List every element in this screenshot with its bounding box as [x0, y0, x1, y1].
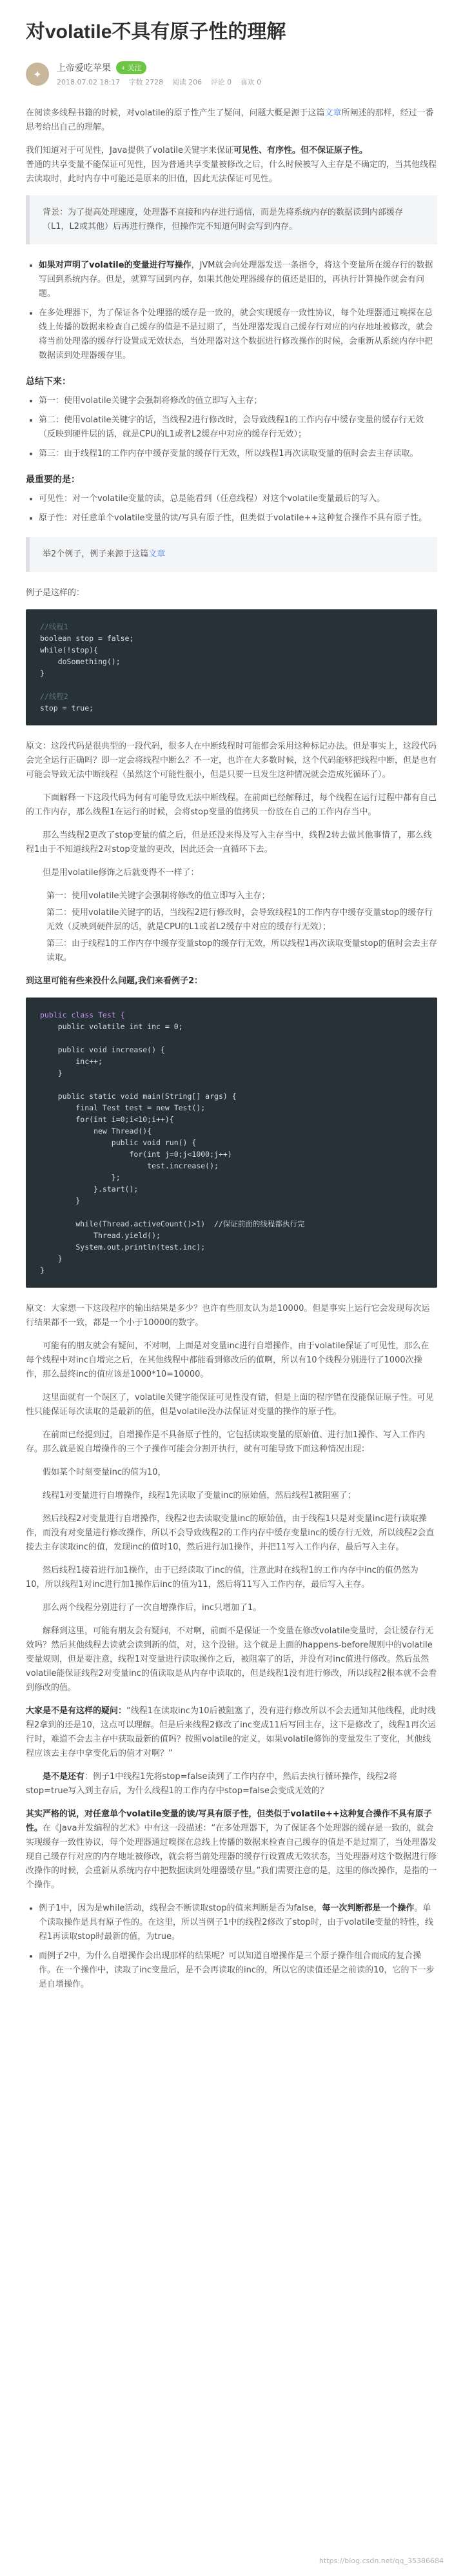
code-line: System.out.println(test.inc);: [40, 1243, 206, 1252]
code-line: boolean stop = false;: [40, 634, 134, 643]
code-line: }: [40, 669, 44, 678]
source-link-2[interactable]: 文章: [148, 549, 166, 559]
paragraph: 可能有的朋友就会有疑问，不对啊，上面是对变量inc进行自增操作，由于volatile保证了可见性，那么在每个线程中对inc自增完之后，在其他线程中都能看到修改后的值啊，所以有10个线程分别进行了1000次操作，那么最终inc的值应该是1000*10=10000。: [26, 1341, 429, 1379]
paragraph: 然后线程1接着进行加1操作，由于已经读取了inc的值，注意此时在线程1的工作内存中inc的值仍然为10，所以线程1对inc进行加1操作后inc的值为11，然后将11写入工作内存，最后写入主存。: [26, 1566, 419, 1589]
code-line: for(int i=0;i<10;i++){: [40, 1115, 174, 1124]
like-count: 喜欢 0: [240, 78, 262, 86]
list-item: 第一：使用volatile关键字会强制将修改的值立即写入主存；: [46, 891, 270, 901]
code-line: public void increase() {: [40, 1045, 165, 1054]
code-block-2: [26, 998, 437, 1288]
watermark: https://blog.csdn.net/qq_35386684: [319, 2557, 444, 2565]
list-item: • 第一：使用volatile关键字会强制将修改的值立即写入主存；: [39, 394, 437, 408]
article-title: 对volatile不具有原子性的理解: [26, 21, 286, 43]
conclusion-paragraph: 其实严格的说，对任意单个volatile变量的读/写具有原子性，但类似于volatile++这种复合操作不具有原子性。在《Java并发编程的艺术》中有这一段描述：“在多处理器下，为了保证各个处理器的缓存是一致的，就会实现缓存一致性协议，每个处理器通过嗅探在总线上传播的数据来检查自己缓存的值是不是过期了，当处理器发现自己缓存行对应的内存地址被修改，就会将当前处理器的缓存行设置成无效状态，当处理器对这个数据进行修改操作的时候，会重新从系统内存中把数据读到处理器缓存里。”我们需要注意的是，这里的修改操作，是指的一个操作。: [26, 1809, 437, 1890]
code-line: while(Thread.activeCount()>1) //保证前面的线程都执行完: [40, 1219, 305, 1228]
paragraph: 然后线程2对变量进行自增操作，线程2也去读取变量inc的原始值，由于线程1只是对变量inc进行读取操作，而没有对变量进行修改操作，所以不会导致线程2的工作内存中缓存变量inc的缓存行无效，所以线程2会直接去主存读取inc的值，发现inc的值时10，然后进行加1操作，并把11写入工作内存，最后写入主存。: [26, 1514, 435, 1552]
paragraph: 在前面已经提到过，自增操作是不具备原子性的，它包括读取变量的原始值、进行加1操作、写入工作内存。那么就是说自增操作的三个子操作可能会分割开执行，就有可能导致下面这种情况出现：: [26, 1430, 426, 1454]
summary-heading: 总结下来：: [26, 377, 71, 387]
key-list: [26, 492, 437, 526]
article-stats: [57, 77, 268, 87]
code-line: //线程2: [40, 692, 68, 701]
publish-date: 2018.07.02 18:17: [57, 78, 121, 86]
code-line: }: [40, 1254, 63, 1263]
list-item: • 第二：使用volatile关键字的话，当线程2进行修改时，会导致线程1的工作内存中缓存变量的缓存行无效（反映到硬件层的话，就是CPU的L1或者L2缓存中对应的缓存行无效）；: [39, 413, 437, 442]
list-item: • 原子性：对任意单个volatile变量的读/写具有原子性，但类似于volatile++这种复合操作不具有原子性。: [39, 511, 437, 526]
code-line: for(int j=0;j<1000;j++): [40, 1150, 232, 1159]
list-item: • 第三：由于线程1的工作内存中缓存变量的缓存行无效，所以线程1再次读取变量的值时会去主存读取。: [39, 447, 437, 461]
volatile-steps: [26, 889, 437, 965]
example-source-quote: 举2个例子，例子来源于这篇文章: [26, 537, 437, 572]
code-line: public void run() {: [40, 1138, 197, 1147]
list-item: • 在多处理器下，为了保证各个处理器的缓存是一致的，就会实现缓存一致性协议，每个处理器通过嗅探在总线上传播的数据来检查自己缓存的值是不是过期了，当处理器发现自己缓存行对应的内存地址被修改，就会将当前处理器的缓存行设置成无效状态，当处理器对这个数据进行修改操作的时候，会重新从系统内存中把数据读到处理器缓存里。: [39, 306, 437, 363]
list-item: • 如果对声明了volatile的变量进行写操作，JVM就会向处理器发送一条指令，将这个变量所在缓存行的数据写回到系统内存。但是，就算写回到内存，如果其他处理器缓存的值还是旧的，再执行计算操作就会有问题。: [39, 259, 437, 301]
source-link-1[interactable]: 文章: [324, 108, 342, 118]
conclusion-list: [26, 1902, 437, 1992]
list-item: • 而例子2中，为什么自增操作会出现那样的结果呢？可以知道自增操作是三个原子操作组合而成的复合操作。在一个操作中，读取了inc变量后，是不会再读取的inc的，所以它的读值还是之前读的10，它的下一步是自增操作。: [39, 1949, 437, 1992]
intro-paragraph-2: 我们知道对于可见性，Java提供了volatile关键字来保证可见性、有序性。但不保证原子性。 普通的共享变量不能保证可见性，因为普通共享变量被修改之后，什么时候被写入主存是不确定的，当其他线程去读取时，此时内存中可能还是原来的旧值，因此无法保证可见性。: [26, 146, 437, 184]
code-line: doSomething();: [40, 657, 121, 666]
paragraph: 这里面就有一个误区了，volatile关键字能保证可见性没有错，但是上面的程序错在没能保证原子性。可见性只能保证每次读取的是最新的值，但是volatile没办法保证对变量的操作的原子性。: [26, 1393, 434, 1417]
summary-list: [26, 394, 437, 461]
doubt-paragraph: 大家是不是有这样的疑问：“线程1在读取inc为10后被阻塞了，没有进行修改所以不会去通知其他线程，此时线程2拿到的还是10，这点可以理解。但是后来线程2修改了inc变成11后写回主存，这下是修改了，线程1再次运行时，难道不会去主存中获取最新的值吗？按照volatile的定义，如果volatile修饰的变量发生了变化，其他线程应该去主存中拿变化后的值才对啊？”: [26, 1706, 436, 1758]
explanation-1d: 但是用volatile修饰之后就变得不一样了：: [43, 868, 199, 878]
explanation-2: [26, 1302, 437, 1695]
code-line: inc++;: [40, 1057, 103, 1066]
code-line: }: [40, 1266, 44, 1275]
paragraph: 线程1对变量进行自增操作，线程1先读取了变量inc的原始值，然后线程1被阻塞了；: [43, 1491, 356, 1500]
explanation-1c: 那么当线程2更改了stop变量的值之后，但是还没来得及写入主存当中，线程2转去做其他事情了，那么线程1由于不知道线程2对stop变量的更改，因此还会一直循环下去。: [26, 831, 432, 854]
example1-label: 例子是这样的：: [26, 588, 85, 598]
author-meta: [26, 61, 437, 87]
code-block-1: [26, 609, 437, 725]
doubt-paragraph-2: 是不是还有：例子1中线程1先将stop=false读到了工作内存中，然后去执行循环操作，线程2将stop=true写入到主存后，为什么线程1的工作内存中stop=false会变成无效的？: [26, 1772, 397, 1796]
list-item: 第三：由于线程1的工作内存中缓存变量stop的缓存行无效，所以线程1再次读取变量stop的值时会去主存读取。: [46, 939, 437, 963]
author-name[interactable]: 上帝爱吃苹果: [57, 63, 111, 74]
word-count: 字数 2728: [128, 78, 164, 86]
explanation-1b: 下面解释一下这段代码为何有可能导致无法中断线程。在前面已经解释过，每个线程在运行过程中都有自己的工作内存，那么线程1在运行的时候，会将stop变量的值拷贝一份放在自己的工作内存当中。: [26, 793, 437, 817]
code-line: while(!stop){: [40, 645, 99, 654]
list-item: • 可见性：对一个volatile变量的读，总是能看到（任意线程）对这个volatile变量最后的写入。: [39, 492, 437, 506]
code-line: new Thread(){: [40, 1126, 152, 1136]
code-line: public class Test {: [40, 1010, 125, 1019]
list-item: • 例子1中，因为是while活动，线程会不断读取stop的值来判断是否为false，每一次判断都是一个操作。单个读取操作是具有原子性的。在这里，所以当例子1中的线程2修改了stop时，由于volatile变量的特性，线程1再读取stop时最新的值，为true。: [39, 1902, 437, 1944]
code-line: }.start();: [40, 1185, 139, 1194]
code-line: public static void main(String[] args) {: [40, 1092, 237, 1101]
cache-bullets: [26, 259, 437, 363]
key-heading: 最重要的是：: [26, 475, 80, 485]
code-line: final Test test = new Test();: [40, 1103, 206, 1112]
avatar[interactable]: ✦: [26, 63, 49, 86]
read-count: 阅读 206: [172, 78, 202, 86]
code-line: };: [40, 1173, 121, 1182]
comment-count: 评论 0: [210, 78, 232, 86]
code-line: }: [40, 1068, 63, 1077]
paragraph: 解释到这里，可能有朋友会有疑问，不对啊，前面不是保证一个变量在修改volatile变量时，会让缓存行无效吗？然后其他线程去读就会读到新的值，对，这个没错。这个就是上面的happens-before规则中的volatile变量规则，但是要注意，线程1对变量进行读取操作之后，被阻塞了的话，并没有对inc值进行修改。然后虽然volatile能保证线程2对变量inc的值读取是从内存中读取的，但是线程1没有进行修改，所以线程2根本就不会看到修改的值。: [26, 1626, 437, 1693]
follow-button[interactable]: + 关注: [116, 61, 146, 74]
paragraph: 假如某个时刻变量inc的值为10，: [43, 1468, 166, 1477]
code-line: }: [40, 1196, 81, 1205]
explanation-1: 原文：这段代码是很典型的一段代码，很多人在中断线程时可能都会采用这种标记办法。但是事实上，这段代码会完全运行正确吗？即一定会将线程中断么？不一定，也许在大多数时候，这个代码能够把线程中断，但是也有可能会导致无法中断线程（虽然这个可能性很小，但是只要一旦发生这种情况就会造成死循环了）。: [26, 742, 437, 780]
list-item: 第二：使用volatile关键字的话，当线程2进行修改时，会导致线程1的工作内存中缓存变量stop的缓存行无效（反映到硬件层的话，就是CPU的L1或者L2缓存中对应的缓存行无效）；: [46, 908, 433, 932]
paragraph: 原文：大家想一下这段程序的输出结果是多少？也许有些朋友认为是10000。但是事实上运行它会发现每次运行结果都不一致，都是一个小于10000的数字。: [26, 1304, 430, 1328]
code-line: //线程1: [40, 622, 68, 631]
intro-paragraph-1: 在阅读多线程书籍的时候，对volatile的原子性产生了疑问，问题大概是源于这篇文章所阐述的那样，经过一番思考给出自己的理解。: [26, 108, 434, 132]
example2-label: 到这里可能有些来没什么问题,我们来看例子2：: [26, 976, 202, 986]
code-line: Thread.yield();: [40, 1231, 161, 1240]
paragraph: 那么两个线程分别进行了一次自增操作后，inc只增加了1。: [43, 1603, 262, 1613]
background-quote: 背景：为了提高处理速度，处理器不直接和内存进行通信，而是先将系统内存的数据读到内部缓存（L1，L2或其他）后再进行操作，但操作完不知道何时会写到内存。: [26, 195, 437, 244]
code-line: public volatile int inc = 0;: [40, 1022, 183, 1031]
code-line: stop = true;: [40, 703, 94, 713]
code-line: test.increase();: [40, 1161, 219, 1170]
